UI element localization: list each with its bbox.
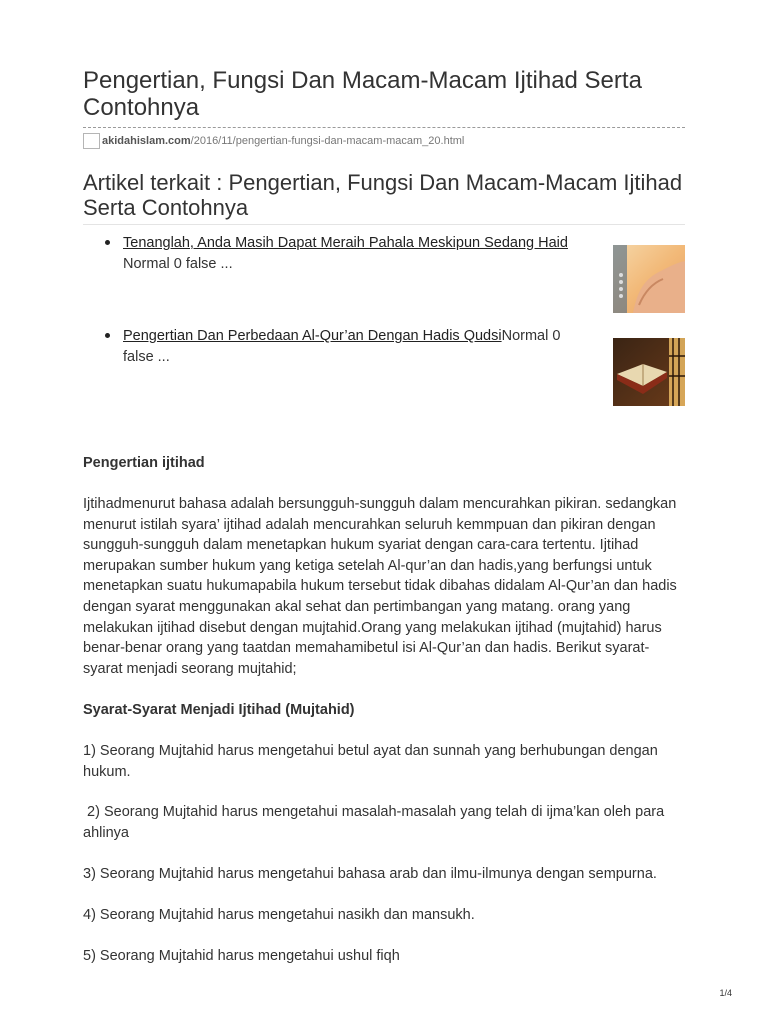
- related-item-snippet: Normal 0: [501, 328, 561, 344]
- requirement-item: 5) Seorang Mujtahid harus mengetahui ushul fiqh: [83, 948, 400, 964]
- requirement-item: 3) Seorang Mujtahid harus mengetahui bahasa arab dan ilmu-ilmunya dengan sempurna.: [83, 866, 657, 882]
- related-item-link[interactable]: Pengertian Dan Perbedaan Al-Qur’an Dengan Hadis Qudsi: [123, 328, 502, 344]
- title-divider: [83, 127, 685, 128]
- source-domain-link[interactable]: akidahislam.com: [102, 135, 191, 147]
- favicon-icon: [83, 133, 100, 149]
- article-title: Pengertian, Fungsi Dan Macam-Macam Ijtihad Serta Contohnya: [83, 67, 642, 121]
- related-articles-heading: Artikel terkait : Pengertian, Fungsi Dan Macam-Macam Ijtihad Serta Contohnya: [83, 170, 683, 220]
- bullet-icon: [105, 240, 110, 245]
- requirement-item: 2) Seorang Mujtahid harus mengetahui masalah-masalah yang telah di ijma’kan oleh para ahlinya: [83, 804, 669, 841]
- requirement-item: 4) Seorang Mujtahid harus mengetahui nasikh dan mansukh.: [83, 907, 475, 923]
- related-item: [83, 326, 685, 406]
- related-item-link[interactable]: Tenanglah, Anda Masih Dapat Meraih Pahala Meskipun Sedang Haid: [123, 235, 568, 251]
- page-number: 1/4: [719, 988, 732, 998]
- related-divider: [83, 224, 685, 225]
- requirement-item: 1) Seorang Mujtahid harus mengetahui betul ayat dan sunnah yang berhubungan dengan hukum.: [83, 743, 658, 780]
- section-heading: Syarat-Syarat Menjadi Ijtihad (Mujtahid): [83, 702, 355, 718]
- paragraph: Ijtihadmenurut bahasa adalah bersungguh-sungguh dalam mencurahkan pikiran. sedangkan menurut istilah syara’ ijtihad adalah mencurahkan seluruh kemmpuan dan pikiran dengan sungguh-sungguh dalam menetapkan hukum syariat dengan cara-cara tertentu. Ijtihad merupakan sumber hukum yang ketiga setelah Al-qur’an dan hadis,yang berfungsi untuk menetapkan suatu hukumapabila hukum tersebut tidak dibahas didalam Al-Qur’an dan hadis dengan syarat menggunakan akal sehat dan pertimbangan yang matang. orang yang melakukan ijtihad disebut dengan mujtahid.Orang yang melakukan ijtihad (mujtahid) harus benar-benar orang yang taatdan memahamibetul isi Al-Qur’an dan hadis. Berikut syarat-syarat menjadi seorang mujtahid;: [83, 496, 677, 677]
- related-item-snippet-continued: false ...: [123, 349, 170, 365]
- related-item: [83, 233, 685, 313]
- source-path: /2016/11/pengertian-fungsi-dan-macam-macam_20.html: [190, 135, 465, 147]
- bullet-icon: [105, 333, 110, 338]
- related-item-snippet: Normal 0 false ...: [123, 256, 233, 272]
- source-line: [83, 133, 464, 149]
- praying-hands-thumbnail-icon[interactable]: [613, 245, 685, 313]
- section-heading: Pengertian ijtihad: [83, 455, 205, 471]
- quran-book-thumbnail-icon[interactable]: [613, 338, 685, 406]
